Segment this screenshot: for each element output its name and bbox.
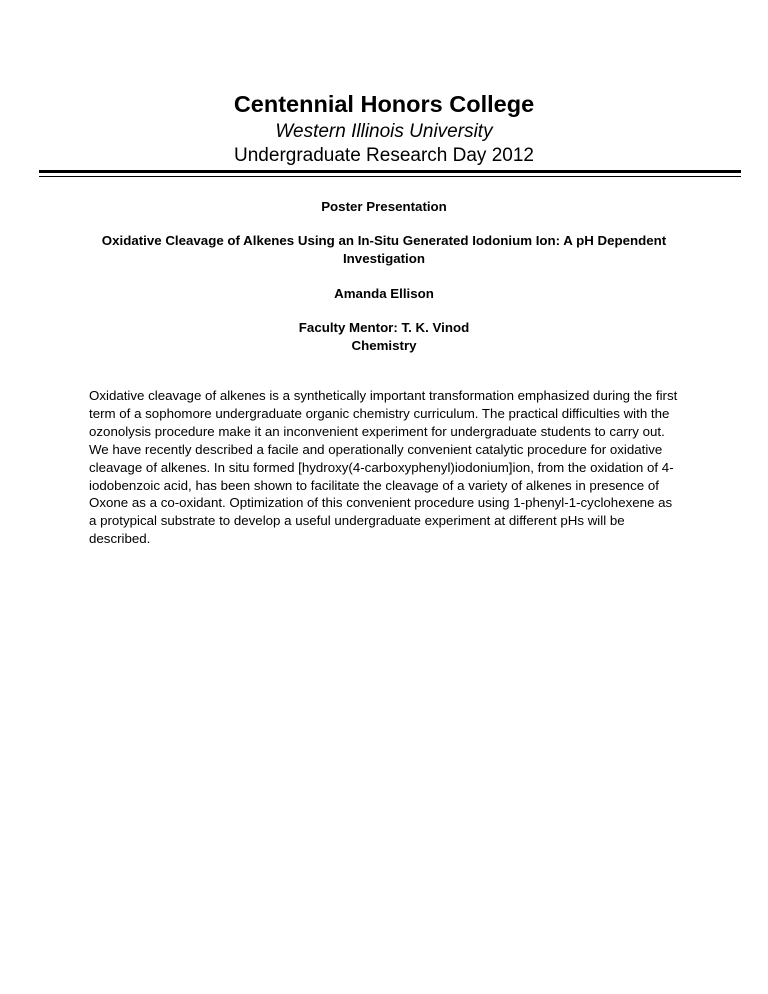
author-name: Amanda Ellison <box>334 286 434 301</box>
university-name: Western Illinois University <box>275 121 493 142</box>
paper-title: Oxidative Cleavage of Alkenes Using an In-Situ Generated Iodonium Ion: A pH Dependent Investigation <box>101 233 667 266</box>
header-divider-thin <box>39 176 741 177</box>
department: Chemistry <box>351 338 417 353</box>
abstract-text: Oxidative cleavage of alkenes is a synthetically important transformation emphasized during the first term of a sophomore undergraduate organic chemistry curriculum. The practical difficulties with the ozonolysis procedure make it an inconvenient experiment for undergraduate students to carry out. We have recently described a facile and operationally convenient catalytic procedure for oxidative cleavage of alkenes. In situ formed [hydroxy(4-carboxyphenyl)iodonium]ion, from the oxidation of 4-iodobenzoic acid, has been shown to facilitate the cleavage of a variety of alkenes in presence of Oxone as a co-oxidant. Optimization of this convenient procedure using 1-phenyl-1-cyclohexene as a protypical substrate to develop a useful undergraduate experiment at different pHs will be described. <box>89 388 678 547</box>
header-divider-thick <box>39 170 741 173</box>
page-header <box>0 88 768 168</box>
college-title: Centennial Honors College <box>233 91 535 117</box>
event-name: Undergraduate Research Day 2012 <box>234 145 534 166</box>
faculty-mentor: Faculty Mentor: T. K. Vinod <box>298 320 470 335</box>
presentation-type: Poster Presentation <box>321 199 447 214</box>
